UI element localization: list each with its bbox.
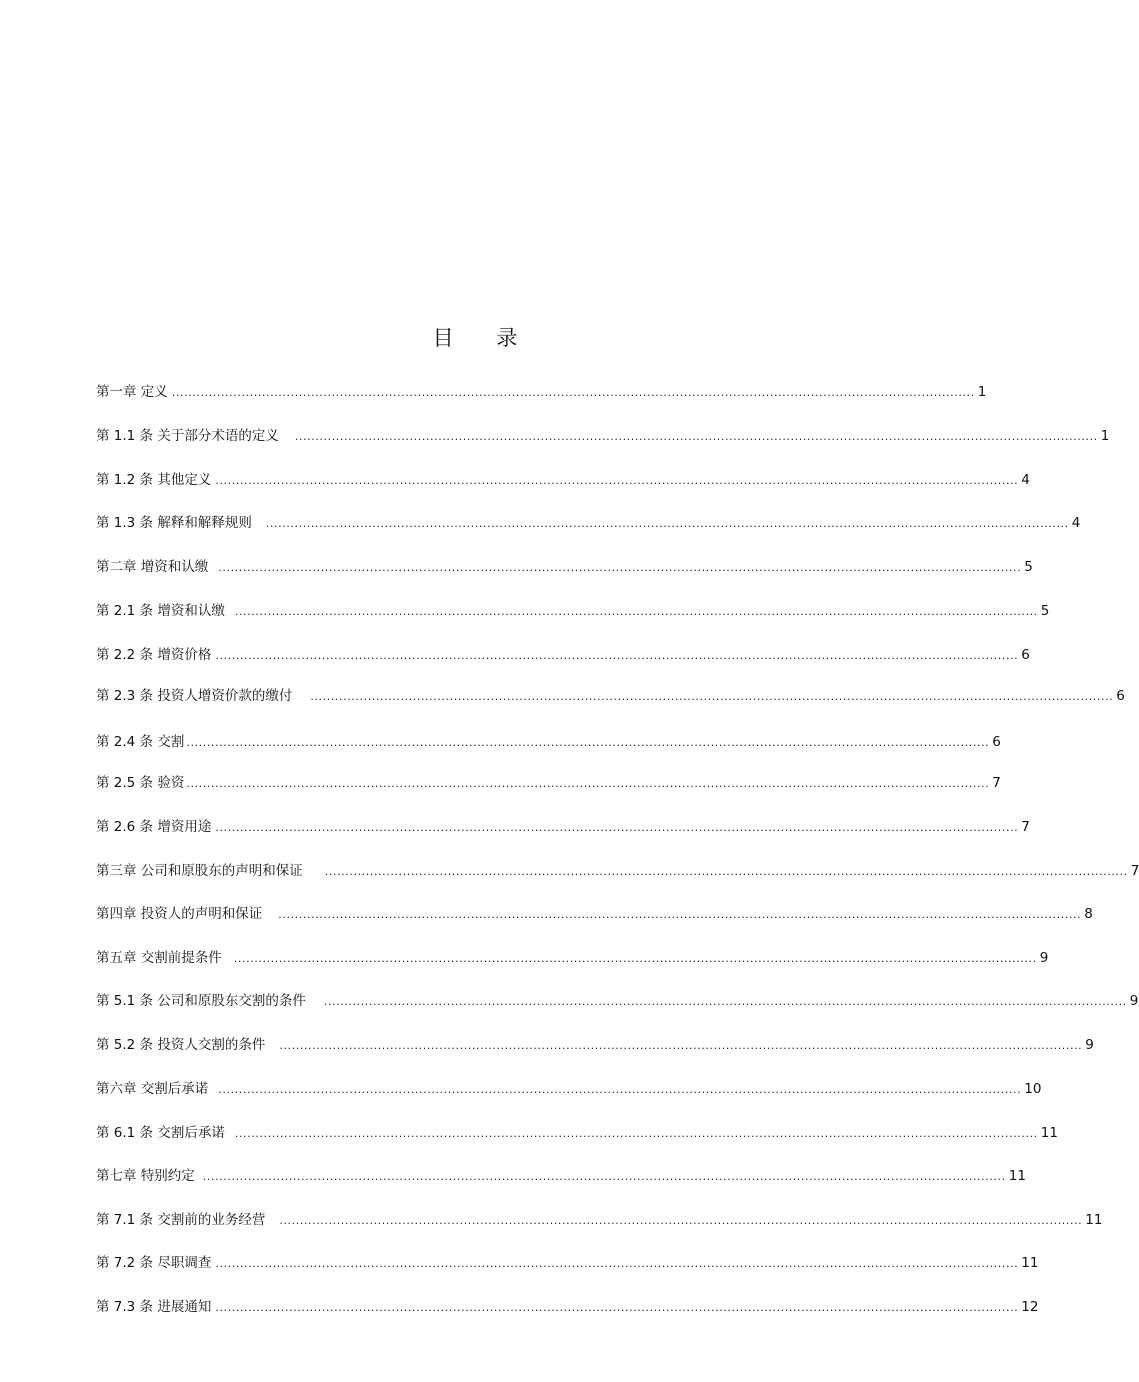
toc-entry-label: 第二章 增资和认缴 <box>96 559 209 575</box>
toc-entry[interactable] <box>96 1079 1042 1100</box>
toc-entry[interactable] <box>96 686 1125 707</box>
toc-entry[interactable] <box>96 601 1050 622</box>
toc-entry-page: 6 <box>992 734 1001 750</box>
toc-dot-leader: .................................................................................................................................................................................................... <box>215 821 1019 834</box>
toc-entry-label: 第七章 特别约定 <box>96 1168 195 1184</box>
toc-entry-label: 第 2.3 条 投资人增资价款的缴付 <box>96 688 293 704</box>
toc-entry-label: 第 1.2 条 其他定义 <box>96 472 212 488</box>
toc-dot-leader: .................................................................................................................................................................................................... <box>234 605 1038 618</box>
toc-entry-page: 1 <box>977 384 987 400</box>
toc-entry-label: 第 2.4 条 交割 <box>96 734 185 750</box>
toc-entry-label: 第 2.6 条 增资用途 <box>96 819 212 835</box>
page-title: 目 录 <box>432 326 536 350</box>
toc-entry-label: 第 1.1 条 关于部分术语的定义 <box>96 428 279 444</box>
toc-dot-leader: .................................................................................................................................................................................................... <box>294 430 1098 443</box>
toc-dot-leader: .................................................................................................................................................................................................... <box>215 1257 1019 1270</box>
toc-entry-page: 4 <box>1021 472 1030 488</box>
toc-entry[interactable] <box>96 904 1093 925</box>
toc-entry[interactable] <box>96 1166 1026 1187</box>
toc-dot-leader: .................................................................................................................................................................................................... <box>202 1170 1006 1183</box>
toc-entry-label: 第 1.3 条 解释和解释规则 <box>96 515 252 531</box>
toc-dot-leader: .................................................................................................................................................................................................... <box>218 561 1022 574</box>
toc-entry[interactable] <box>96 732 1001 753</box>
toc-entry-label: 第 6.1 条 交割后承诺 <box>96 1125 225 1141</box>
toc-entry-page: 7 <box>1021 819 1030 835</box>
toc-entry-page: 5 <box>1040 603 1050 619</box>
toc-entry[interactable] <box>96 470 1030 491</box>
toc-entry-page: 9 <box>1085 1037 1094 1053</box>
toc-entry[interactable] <box>96 861 1139 882</box>
toc-entry-page: 4 <box>1071 515 1081 531</box>
toc-entry-page: 10 <box>1024 1081 1042 1097</box>
toc-entry-page: 12 <box>1021 1299 1039 1315</box>
toc-dot-leader: .................................................................................................................................................................................................... <box>279 1214 1083 1227</box>
toc-entry-page: 11 <box>1040 1125 1058 1141</box>
toc-dot-leader: .................................................................................................................................................................................................... <box>233 952 1037 965</box>
toc-entry-label: 第 7.3 条 进展通知 <box>96 1299 212 1315</box>
toc-dot-leader: .................................................................................................................................................................................................... <box>279 1039 1083 1052</box>
toc-entry-page: 6 <box>1021 647 1030 663</box>
toc-entry[interactable] <box>96 645 1030 666</box>
toc-entry[interactable] <box>96 426 1110 447</box>
toc-dot-leader: .................................................................................................................................................................................................... <box>323 995 1127 1008</box>
toc-entry-label: 第三章 公司和原股东的声明和保证 <box>96 863 303 879</box>
toc-dot-leader: .................................................................................................................................................................................................... <box>310 690 1114 703</box>
toc-entry-page: 9 <box>1039 950 1049 966</box>
toc-entry-label: 第四章 投资人的声明和保证 <box>96 906 263 922</box>
toc-dot-leader: .................................................................................................................................................................................................... <box>215 474 1019 487</box>
toc-dot-leader: .................................................................................................................................................................................................... <box>186 736 990 749</box>
toc-dot-leader: .................................................................................................................................................................................................... <box>218 1083 1022 1096</box>
toc-entry-label: 第五章 交割前提条件 <box>96 950 222 966</box>
toc-dot-leader: .................................................................................................................................................................................................... <box>278 908 1082 921</box>
toc-entry[interactable] <box>96 382 987 403</box>
toc-entry-page: 11 <box>1008 1168 1026 1184</box>
toc-dot-leader: .................................................................................................................................................................................................... <box>171 386 975 399</box>
toc-entry[interactable] <box>96 557 1033 578</box>
toc-dot-leader: .................................................................................................................................................................................................... <box>186 777 990 790</box>
toc-entry-page: 5 <box>1024 559 1033 575</box>
toc-entry-label: 第 5.1 条 公司和原股东交割的条件 <box>96 993 306 1009</box>
toc-entry[interactable] <box>96 513 1081 534</box>
toc-entry-page: 1 <box>1100 428 1110 444</box>
toc-entry-page: 8 <box>1084 906 1093 922</box>
toc-entry-label: 第六章 交割后承诺 <box>96 1081 209 1097</box>
toc-entry[interactable] <box>96 1123 1058 1144</box>
toc-entry-page: 6 <box>1116 688 1125 704</box>
toc-entry-label: 第 7.1 条 交割前的业务经营 <box>96 1212 266 1228</box>
toc-entry[interactable] <box>96 991 1139 1012</box>
toc-entry[interactable] <box>96 1253 1039 1274</box>
toc-entry-page: 9 <box>1129 993 1139 1009</box>
toc-entry-label: 第一章 定义 <box>96 384 168 400</box>
toc-entry-label: 第 7.2 条 尽职调查 <box>96 1255 212 1271</box>
toc-entry[interactable] <box>96 1035 1094 1056</box>
toc-entry-label: 第 5.2 条 投资人交割的条件 <box>96 1037 266 1053</box>
toc-dot-leader: .................................................................................................................................................................................................... <box>215 649 1019 662</box>
toc-entry-page: 7 <box>1130 863 1139 879</box>
toc-entry-page: 11 <box>1085 1212 1103 1228</box>
toc-entry[interactable] <box>96 773 1001 794</box>
toc-entry-page: 7 <box>992 775 1001 791</box>
toc-entry-label: 第 2.5 条 验资 <box>96 775 185 791</box>
toc-entry[interactable] <box>96 948 1049 969</box>
toc-entry-label: 第 2.2 条 增资价格 <box>96 647 212 663</box>
toc-dot-leader: .................................................................................................................................................................................................... <box>215 1301 1019 1314</box>
toc-dot-leader: .................................................................................................................................................................................................... <box>234 1127 1038 1140</box>
toc-dot-leader: .................................................................................................................................................................................................... <box>324 865 1128 878</box>
toc-entry[interactable] <box>96 1297 1039 1318</box>
toc-entry-page: 11 <box>1021 1255 1039 1271</box>
toc-entry-label: 第 2.1 条 增资和认缴 <box>96 603 225 619</box>
toc-entry[interactable] <box>96 817 1030 838</box>
toc-entry[interactable] <box>96 1210 1103 1231</box>
toc-dot-leader: .................................................................................................................................................................................................... <box>265 517 1069 530</box>
